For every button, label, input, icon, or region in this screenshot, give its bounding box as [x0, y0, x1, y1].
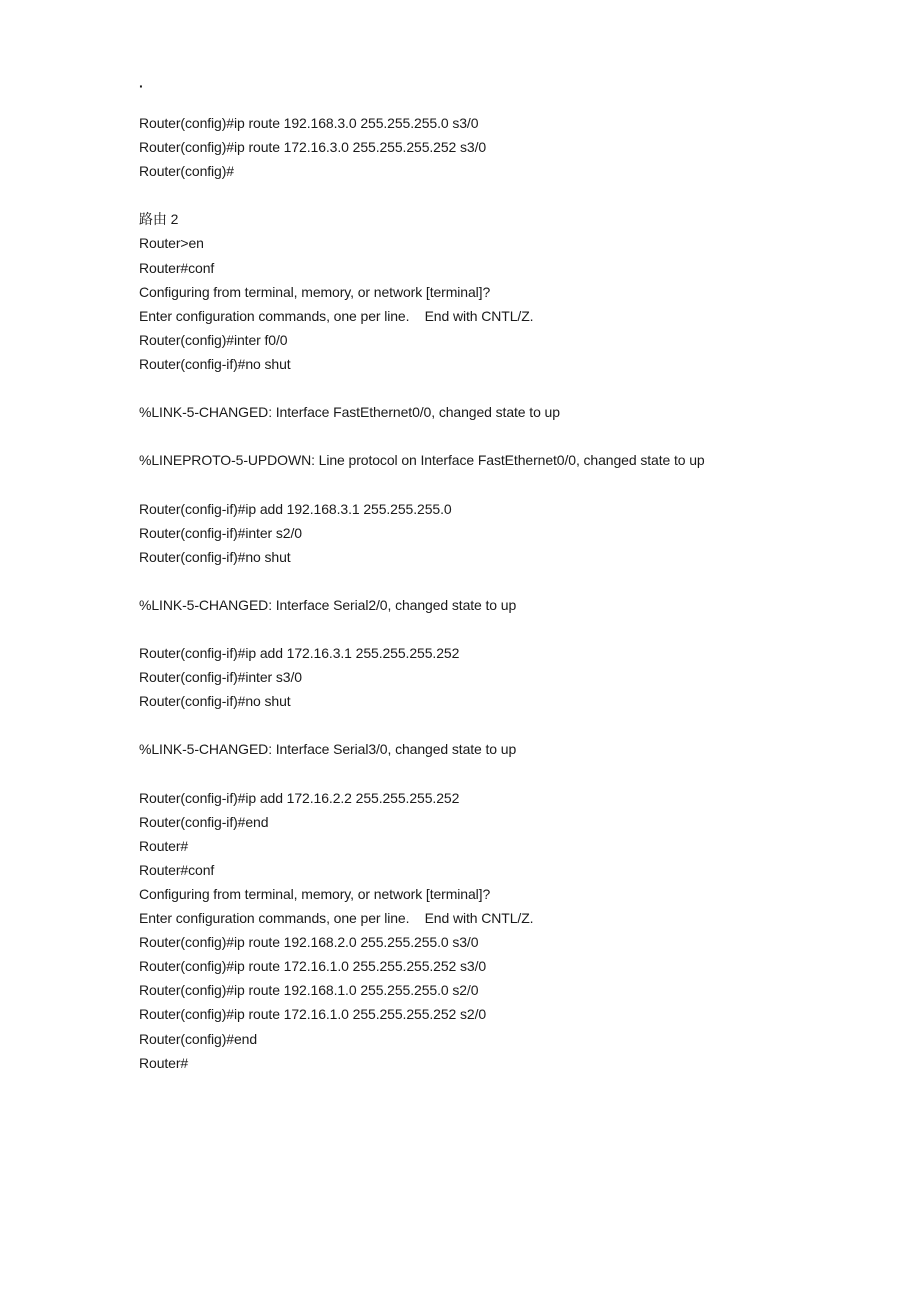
text-line: Router# — [139, 837, 189, 854]
text-line: Configuring from terminal, memory, or network [terminal]? — [139, 886, 491, 902]
header-dot-mark: · — [139, 78, 144, 94]
text-line: Router(config-if)#ip add 172.16.2.2 255.255.255.252 — [139, 789, 460, 806]
text-line: Router(config-if)#ip add 192.168.3.1 255.255.255.0 — [139, 500, 452, 517]
text-line: %LINEPROTO-5-UPDOWN: Line protocol on Interface FastEthernet0/0, changed state to up — [139, 452, 705, 469]
text-line: %LINK-5-CHANGED: Interface Serial2/0, changed state to up — [139, 596, 517, 613]
text-line: Router# — [139, 1054, 189, 1071]
text-line: Router(config)#ip route 172.16.1.0 255.255.255.252 s2/0 — [139, 1006, 487, 1023]
text-line: Router(config)#end — [139, 1030, 258, 1047]
text-line: Router(config)#ip route 172.16.1.0 255.255.255.252 s3/0 — [139, 958, 487, 975]
text-line: Router(config-if)#no shut — [139, 548, 291, 565]
text-line: Configuring from terminal, memory, or network [terminal]? — [139, 283, 491, 300]
blank-line — [139, 762, 899, 786]
text-line: Router#conf — [139, 861, 215, 878]
text-line: Router(config-if)#no shut — [139, 355, 291, 372]
blank-line — [139, 376, 899, 400]
text-line: Router>en — [139, 235, 204, 252]
text-line: Enter configuration commands, one per line. End with CNTL/Z. — [139, 307, 534, 324]
blank-line — [139, 183, 899, 207]
text-line: Router(config-if)#no shut — [139, 693, 291, 710]
text-line: Router(config-if)#inter s3/0 — [139, 669, 302, 686]
text-line: Router(config)#ip route 192.168.2.0 255.255.255.0 s3/0 — [139, 934, 479, 951]
text-line: Router(config)#ip route 172.16.3.0 255.255.255.252 s3/0 — [139, 139, 487, 156]
text-line: %LINK-5-CHANGED: Interface Serial3/0, changed state to up — [139, 741, 517, 758]
text-line: Router(config)#inter f0/0 — [139, 331, 288, 348]
text-line: Router(config-if)#inter s2/0 — [139, 524, 302, 541]
text-line: Router#conf — [139, 259, 215, 276]
text-line: Enter configuration commands, one per line. End with CNTL/Z. — [139, 910, 534, 927]
document-body — [139, 111, 899, 1075]
blank-line — [139, 713, 899, 737]
text-line: Router(config)#ip route 192.168.1.0 255.255.255.0 s2/0 — [139, 982, 479, 999]
blank-line — [139, 472, 899, 496]
text-line: Router(config-if)#ip add 172.16.3.1 255.255.255.252 — [139, 645, 460, 662]
text-line: %LINK-5-CHANGED: Interface FastEthernet0/0, changed state to up — [139, 404, 560, 421]
blank-line — [139, 569, 899, 593]
text-line: Router(config)# — [139, 163, 234, 180]
text-line: Router(config-if)#end — [139, 813, 269, 830]
blank-line — [139, 424, 899, 448]
text-line: Router(config)#ip route 192.168.3.0 255.255.255.0 s3/0 — [139, 115, 479, 131]
blank-line — [139, 617, 899, 641]
text-line: 路由 2 — [139, 211, 179, 228]
